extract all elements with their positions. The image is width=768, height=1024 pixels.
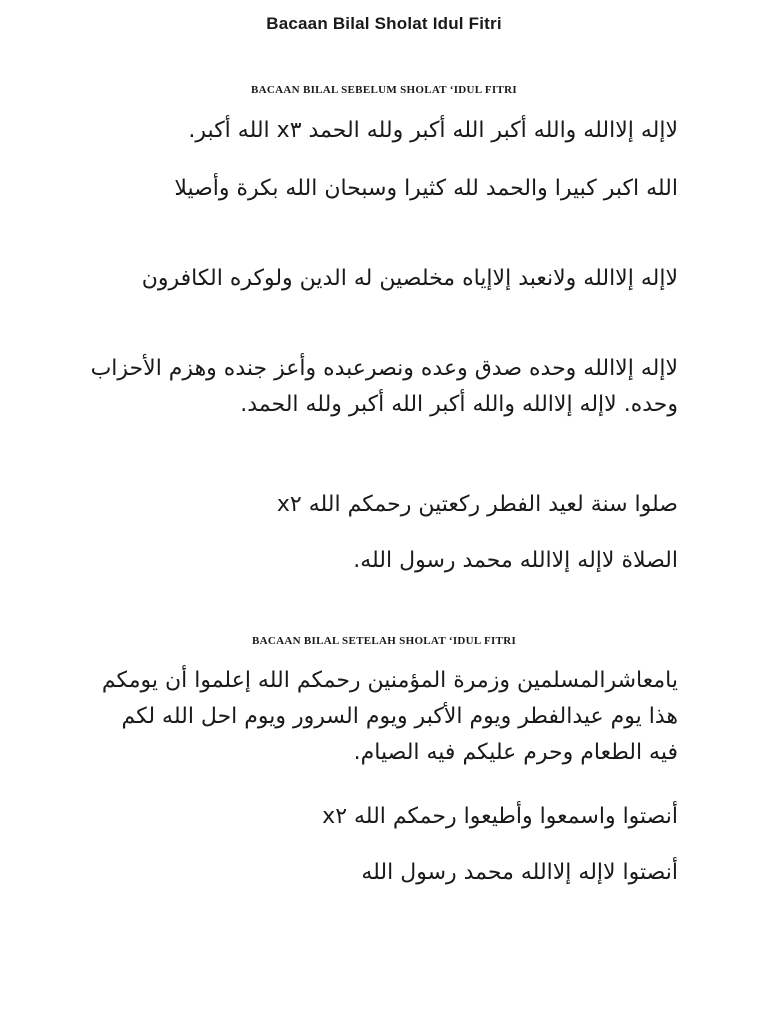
wahdahu-paragraph: لاإله إلاالله وحده صدق وعده ونصرعبده وأعز جنده وهزم الأحزاب وحده. لاإله إلاالله والله أكبر الله أكبر ولله الحمد.: [90, 356, 678, 417]
call-to-prayer-paragraph: صلوا سنة لعيد الفطر ركعتين رحمكم الله x٢: [276, 492, 678, 517]
section-heading-before: BACAAN BILAL SEBELUM SHOLAT ‘IDUL FITRI: [251, 84, 517, 96]
document-title: Bacaan Bilal Sholat Idul Fitri: [266, 14, 502, 33]
takbir-paragraph: لاإله إلاالله والله أكبر الله أكبر ولله الحمد x٣ الله أكبر.: [188, 118, 678, 143]
khutbah-announcement-paragraph: يامعاشرالمسلمين وزمرة المؤمنين رحمكم الله إعلموا أن يومكم هذا يوم عيدالفطر ويوم الأكبر ويوم السرور ويوم احل الله لكم فيه الطعام وحرم عليكم فيه الصيام.: [101, 668, 678, 765]
assalah-paragraph: الصلاة لاإله إلاالله محمد رسول الله.: [353, 548, 678, 573]
takbir-kabira-paragraph: الله اكبر كبيرا والحمد لله كثيرا وسبحان الله بكرة وأصيلا: [174, 176, 678, 201]
ansitu-paragraph: أنصتوا واسمعوا وأطيعوا رحمكم الله x٢: [322, 804, 678, 829]
tahlil-paragraph: لاإله إلاالله ولانعبد إلاإياه مخلصين له الدين ولوكره الكافرون: [141, 266, 678, 291]
ansitu-shahada-paragraph: أنصتوا لاإله إلاالله محمد رسول الله: [361, 860, 678, 885]
section-heading-after: BACAAN BILAL SETELAH SHOLAT ‘IDUL FITRI: [251, 635, 517, 647]
